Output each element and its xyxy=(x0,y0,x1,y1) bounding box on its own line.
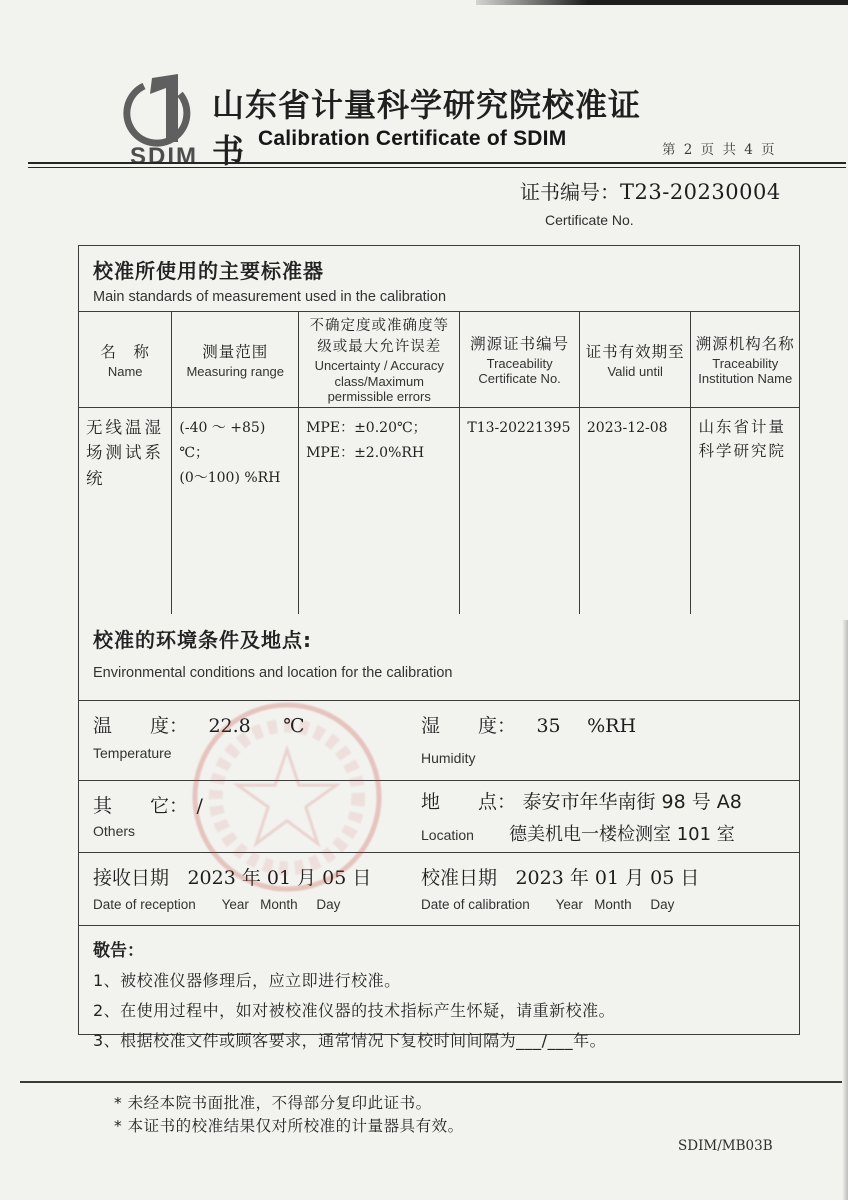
footer-divider xyxy=(20,1081,842,1083)
col-uncertainty xyxy=(299,312,460,407)
standards-section-header xyxy=(79,246,799,312)
humidity-field xyxy=(421,711,636,766)
col-institution xyxy=(691,312,799,407)
standards-title-cn: 校准所使用的主要标准器 xyxy=(93,259,324,283)
scan-edge-artifact xyxy=(842,620,848,1200)
certificate-number xyxy=(520,176,781,205)
reception-ymd-labels: Year Month Day xyxy=(221,897,341,912)
col-valid-until xyxy=(579,312,691,407)
humidity-label-cn: 湿 度： xyxy=(421,715,517,737)
temperature-field xyxy=(93,711,305,761)
main-content-box xyxy=(78,245,800,1050)
temperature-humidity-row xyxy=(79,701,799,781)
col-range-cn: 测量范围 xyxy=(202,343,269,361)
notice-section xyxy=(79,926,799,1051)
reception-date-label-cn: 接收日期 xyxy=(93,867,170,889)
form-code: SDIM/MB03B xyxy=(678,1138,773,1154)
temperature-unit: ℃ xyxy=(283,715,305,737)
environment-section-header xyxy=(79,610,799,701)
footer-note-2: * 本证书的校准结果仅对所校准的计量器具有效。 xyxy=(114,1117,464,1135)
cell-institution: 山东省计量科学研究院 xyxy=(691,407,799,614)
cell-trace-cert-no: T13-20221395 xyxy=(460,407,580,614)
sdim-logo-icon xyxy=(100,72,218,170)
certificate-title-cn: 山东省计量科学研究院校准证书 xyxy=(212,86,642,170)
col-institution-cn: 溯源机构名称 xyxy=(695,335,795,353)
footer-note-1: * 未经本院书面批准，不得部分复印此证书。 xyxy=(114,1094,432,1112)
cell-name: 无线温湿场测试系统 xyxy=(79,407,172,614)
cell-valid-until: 2023-12-08 xyxy=(579,407,691,614)
others-label-cn: 其 它： xyxy=(93,795,189,817)
others-label-en: Others xyxy=(93,823,136,839)
table-row xyxy=(79,407,799,614)
environment-title-en: Environmental conditions and location for the calibration xyxy=(93,665,453,681)
cell-mpe: MPE：±0.20℃； MPE：±2.0%RH xyxy=(299,407,460,614)
location-value-line2: 德美机电一楼检测室 101 室 xyxy=(509,824,735,845)
col-range-en: Measuring range xyxy=(186,363,285,379)
certificate-title-en: Calibration Certificate of SDIM xyxy=(258,127,567,150)
notice-item-3: 3、根据校准文件或顾客要求，通常情况下复校时间间隔为___/___年。 xyxy=(93,1031,607,1050)
certificate-number-label: 证书编号： xyxy=(520,180,620,204)
temperature-label-en: Temperature xyxy=(93,745,172,761)
standards-title-en: Main standards of measurement used in the calibration xyxy=(93,289,447,305)
location-label-en: Location xyxy=(421,827,474,843)
certificate-number-label-en: Certificate No. xyxy=(545,212,634,228)
reception-date-field xyxy=(93,863,371,912)
humidity-value: 35 xyxy=(536,715,561,737)
location-field xyxy=(421,787,742,846)
location-label-cn: 地 点： xyxy=(421,791,517,813)
humidity-unit: %RH xyxy=(587,715,637,737)
col-trace-cert-cn: 溯源证书编号 xyxy=(470,335,570,353)
col-name xyxy=(79,312,172,407)
col-uncertainty-en: Uncertainty / Accuracy class/Maximum permissible errors xyxy=(314,358,444,405)
col-valid-until-cn: 证书有效期至 xyxy=(585,343,685,361)
reception-date-value: 2023 年 01 月 05 日 xyxy=(187,867,372,889)
notice-item-2: 2、在使用过程中，如对被校准仪器的技术指标产生怀疑，请重新校准。 xyxy=(93,1001,616,1020)
temperature-label-cn: 温 度： xyxy=(93,715,189,737)
calibration-date-label-cn: 校准日期 xyxy=(421,867,498,889)
others-field xyxy=(93,791,203,839)
scan-edge-artifact xyxy=(476,0,848,5)
page-number: 第 2 页 共 4 页 xyxy=(662,142,777,158)
table-header-row xyxy=(79,312,799,407)
reception-date-label-en: Date of reception xyxy=(93,897,196,912)
environment-title-cn: 校准的环境条件及地点: xyxy=(93,628,312,652)
standards-table xyxy=(79,312,799,610)
calibration-date-field xyxy=(421,863,699,912)
calibration-ymd-labels: Year Month Day xyxy=(555,897,675,912)
others-location-row xyxy=(79,781,799,853)
dates-row xyxy=(79,853,799,926)
cell-range: (-40 ～ +85) ℃； (0～100) %RH xyxy=(172,407,299,614)
col-valid-until-en: Valid until xyxy=(607,363,663,379)
temperature-value: 22.8 xyxy=(208,715,251,737)
notice-item-1: 1、被校准仪器修理后，应立即进行校准。 xyxy=(93,971,401,990)
calibration-date-value: 2023 年 01 月 05 日 xyxy=(515,867,700,889)
others-value: / xyxy=(196,795,203,817)
col-range xyxy=(172,312,299,407)
humidity-label-en: Humidity xyxy=(421,750,476,766)
certificate-number-value: T23-20230004 xyxy=(620,180,781,204)
header-divider xyxy=(28,162,846,168)
notice-title: 敬告： xyxy=(93,941,144,961)
logo-text: SDIM xyxy=(130,143,198,170)
col-trace-cert-en: Traceability Certificate No. xyxy=(478,355,561,387)
col-trace-cert xyxy=(460,312,580,407)
col-name-en: Name xyxy=(107,363,143,379)
col-uncertainty-cn: 不确定度或准确度等级或最大允许误差 xyxy=(309,318,449,355)
location-value-line1: 泰安市年华南街 98 号 A8 xyxy=(522,791,742,813)
col-name-cn: 名 称 xyxy=(100,343,150,361)
calibration-date-label-en: Date of calibration xyxy=(421,897,530,912)
col-institution-en: Traceability Institution Name xyxy=(698,355,793,387)
